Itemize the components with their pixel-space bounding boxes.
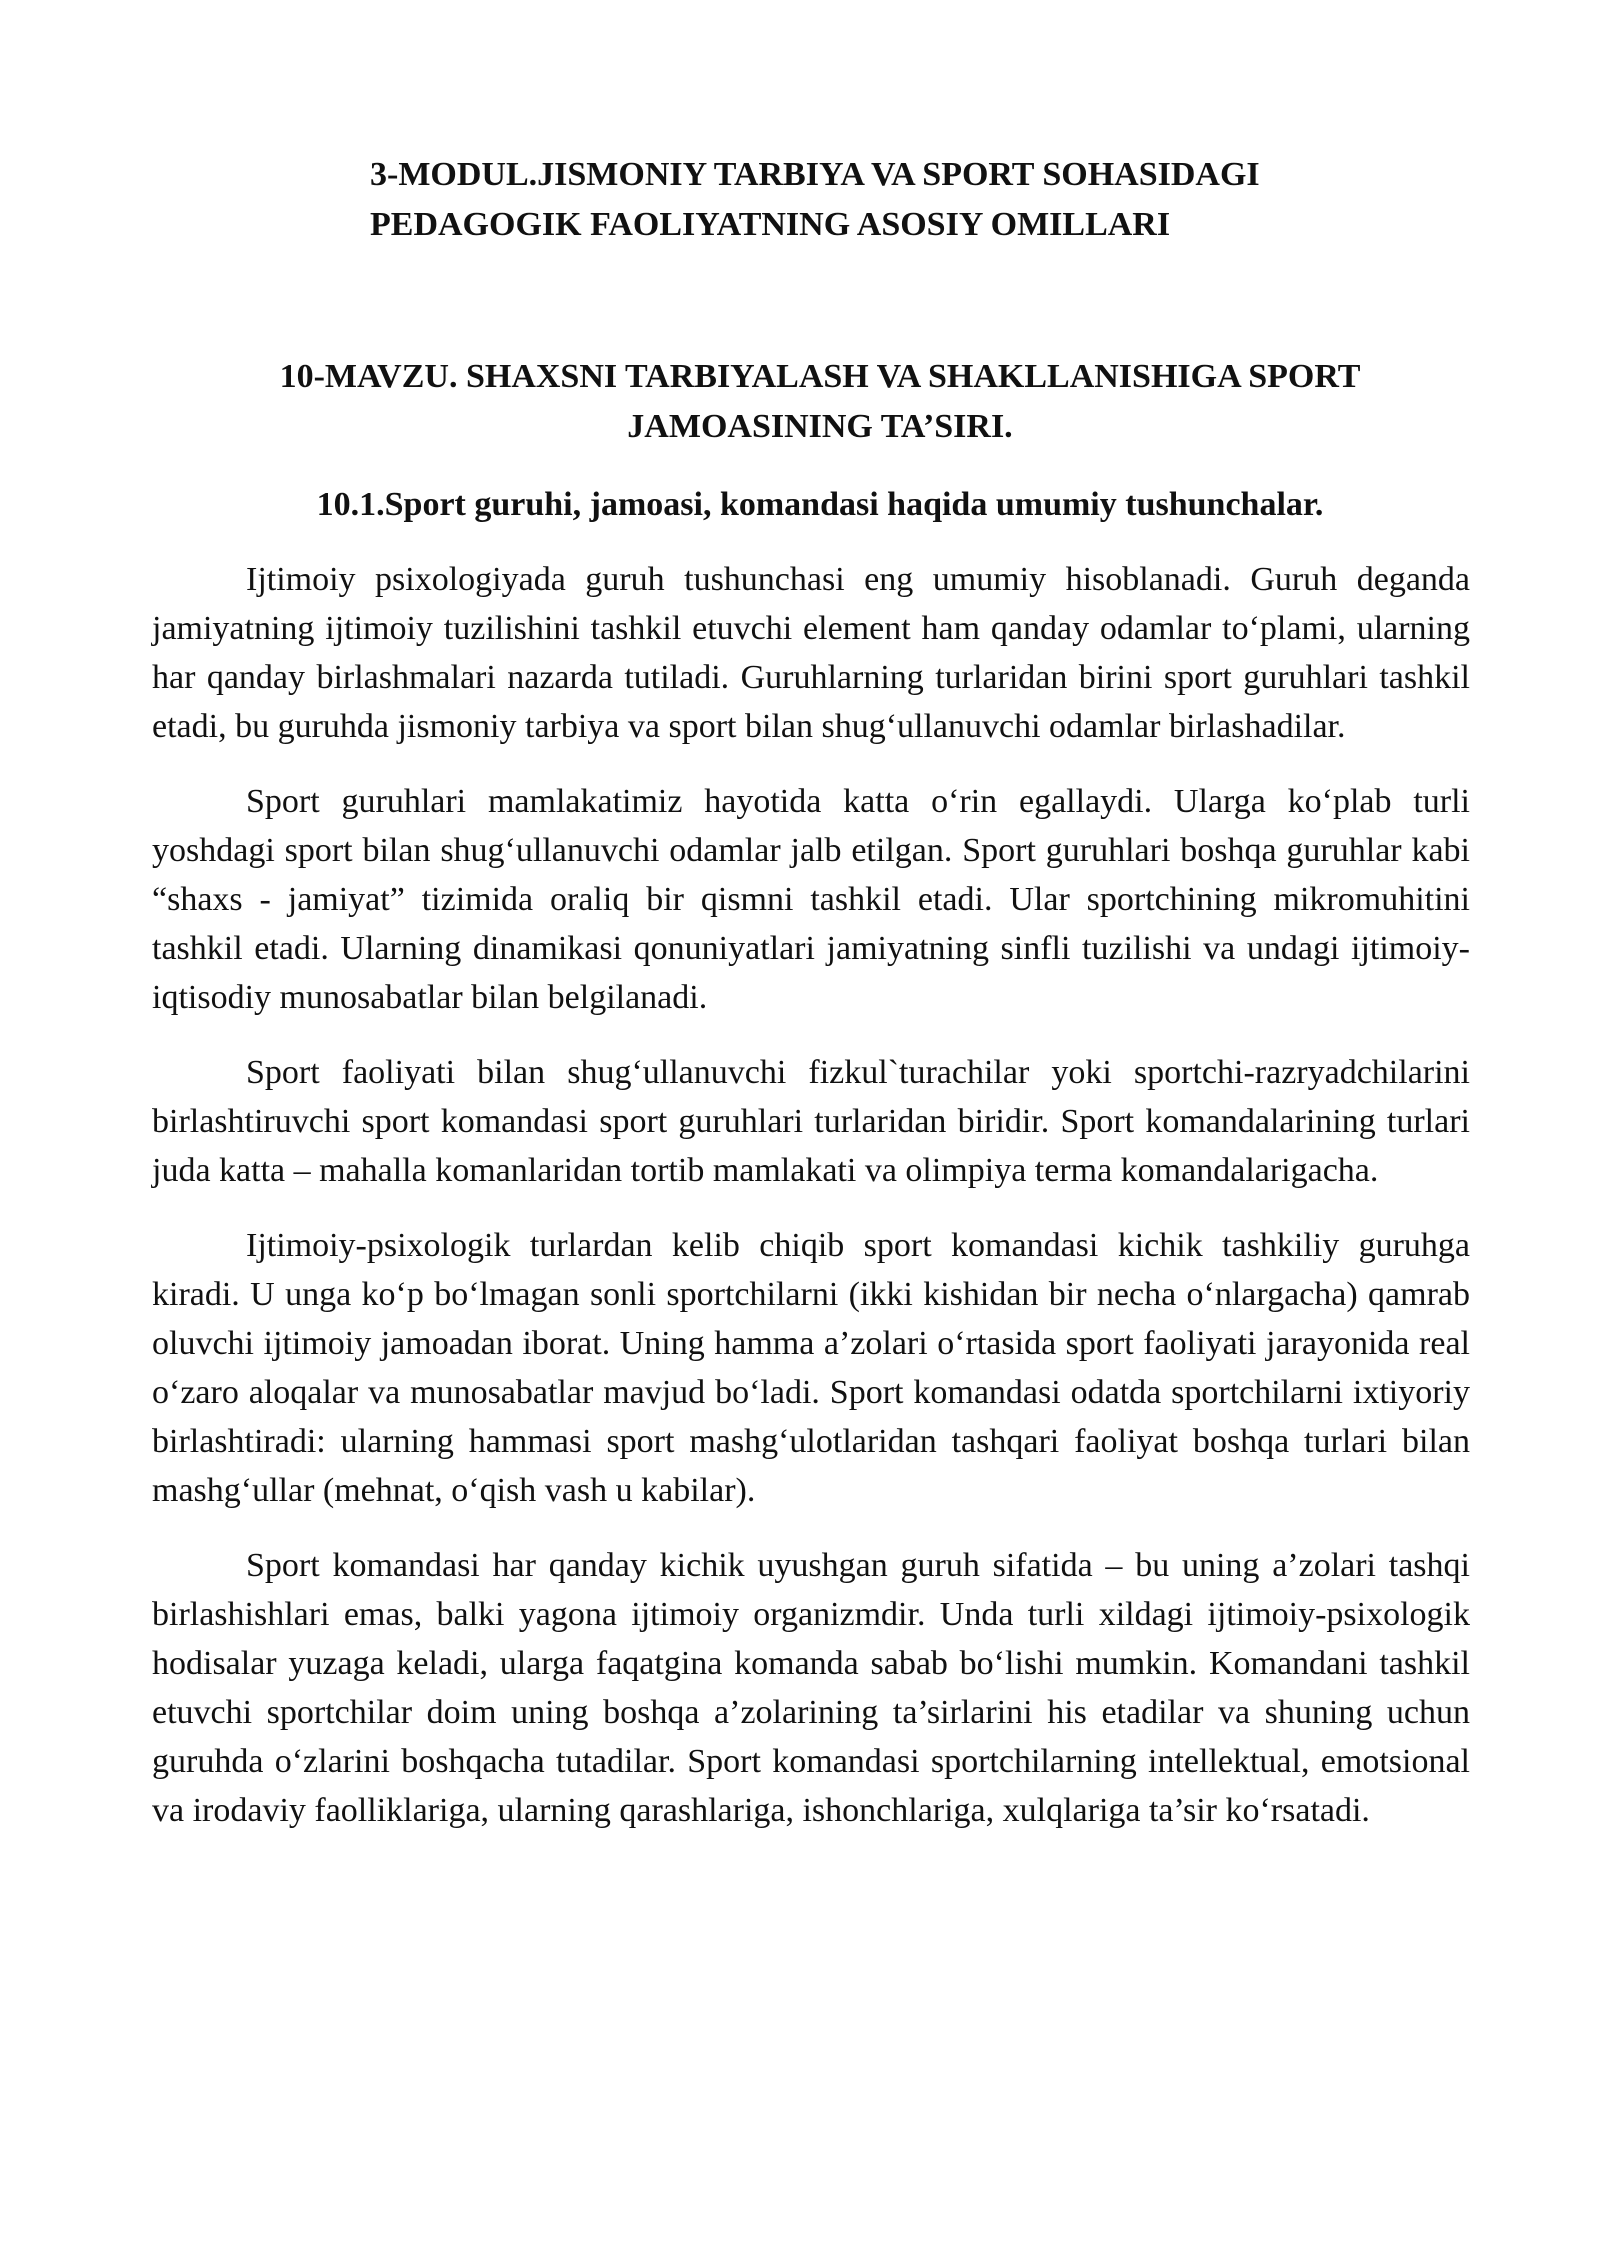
paragraph-4: Ijtimoiy-psixologik turlardan kelib chiqib sport komandasi kichik tashkiliy guruhga kiradi. U unga ko‘p bo‘lmagan sonli sportchilarni (ikki kishidan bir necha o‘nlargacha) qamrab oluvchi ijtimoiy jamoadan iborat. Uning hamma a’zolari o‘rtasida sport faoliyati jarayonida real o‘zaro aloqalar va munosabatlar mavjud bo‘ladi. Sport komandasi odatda sportchilarni ixtiyoriy birlashtiradi: ularning hammasi sport mashg‘ulotlaridan tashqari faoliyat boshqa turlari bilan mashg‘ullar (mehnat, o‘qish vash u kabilar). xyxy=(152,1227,1470,1509)
paragraph-5: Sport komandasi har qanday kichik uyushgan guruh sifatida – bu uning a’zolari tashqi birlashishlari emas, balki yagona ijtimoiy organizmdir. Unda turli xildagi ijtimoiy-psixologik hodisalar yuzaga keladi, ularga faqatgina komanda sabab bo‘lishi mumkin. Komandani tashkil etuvchi sportchilar doim uning boshqa a’zolarining ta’sirlarini his etadilar va shuning uchun guruhda o‘zlarini boshqacha tutadilar. Sport komandasi sportchilarning intellektual, emotsional va irodaviy faolliklariga, ularning qarashlariga, ishonchlariga, xulqlariga ta’sir ko‘rsatadi. xyxy=(152,1547,1470,1829)
body-text xyxy=(152,555,1470,1861)
topic-title xyxy=(200,352,1440,452)
paragraph-2: Sport guruhlari mamlakatimiz hayotida katta o‘rin egallaydi. Ularga ko‘plab turli yoshdagi sport bilan shug‘ullanuvchi odamlar jalb etilgan. Sport guruhlari boshqa guruhlar kabi “shaxs - jamiyat” tizimida oraliq bir qismni tashkil etadi. Ular sportchining mikromuhitini tashkil etadi. Ularning dinamikasi qonuniyatlari jamiyatning sinfli tuzilishi va undagi ijtimoiy-iqtisodiy munosabatlar bilan belgilanadi. xyxy=(152,783,1470,1016)
module-title xyxy=(370,150,1470,250)
topic-title-line-2: JAMOASINING TA’SIRI. xyxy=(627,408,1013,445)
topic-title-line-1: 10-MAVZU. SHAXSNI TARBIYALASH VA SHAKLLANISHIGA SPORT xyxy=(279,358,1361,395)
section-title: 10.1.Sport guruhi, jamoasi, komandasi haqida umumiy tushunchalar. xyxy=(316,486,1324,523)
module-title-line-2: PEDAGOGIK FAOLIYATNING ASOSIY OMILLARI xyxy=(370,206,1171,243)
module-title-line-1: 3-MODUL.JISMONIY TARBIYA VA SPORT SOHASIDAGI xyxy=(370,156,1260,193)
paragraph-3: Sport faoliyati bilan shug‘ullanuvchi fizkul`turachilar yoki sportchi-razryadchilarini birlashtiruvchi sport komandasi sport guruhlari turlaridan biridir. Sport komandalarining turlari juda katta – mahalla komanlaridan tortib mamlakati va olimpiya terma komandalarigacha. xyxy=(152,1054,1470,1189)
paragraph-1: Ijtimoiy psixologiyada guruh tushunchasi eng umumiy hisoblanadi. Guruh deganda jamiyatning ijtimoiy tuzilishini tashkil etuvchi element ham qanday odamlar to‘plami, ularning har qanday birlashmalari nazarda tutiladi. Guruhlarning turlaridan birini sport guruhlari tashkil etadi, bu guruhda jismoniy tarbiya va sport bilan shug‘ullanuvchi odamlar birlashadilar. xyxy=(152,561,1470,745)
